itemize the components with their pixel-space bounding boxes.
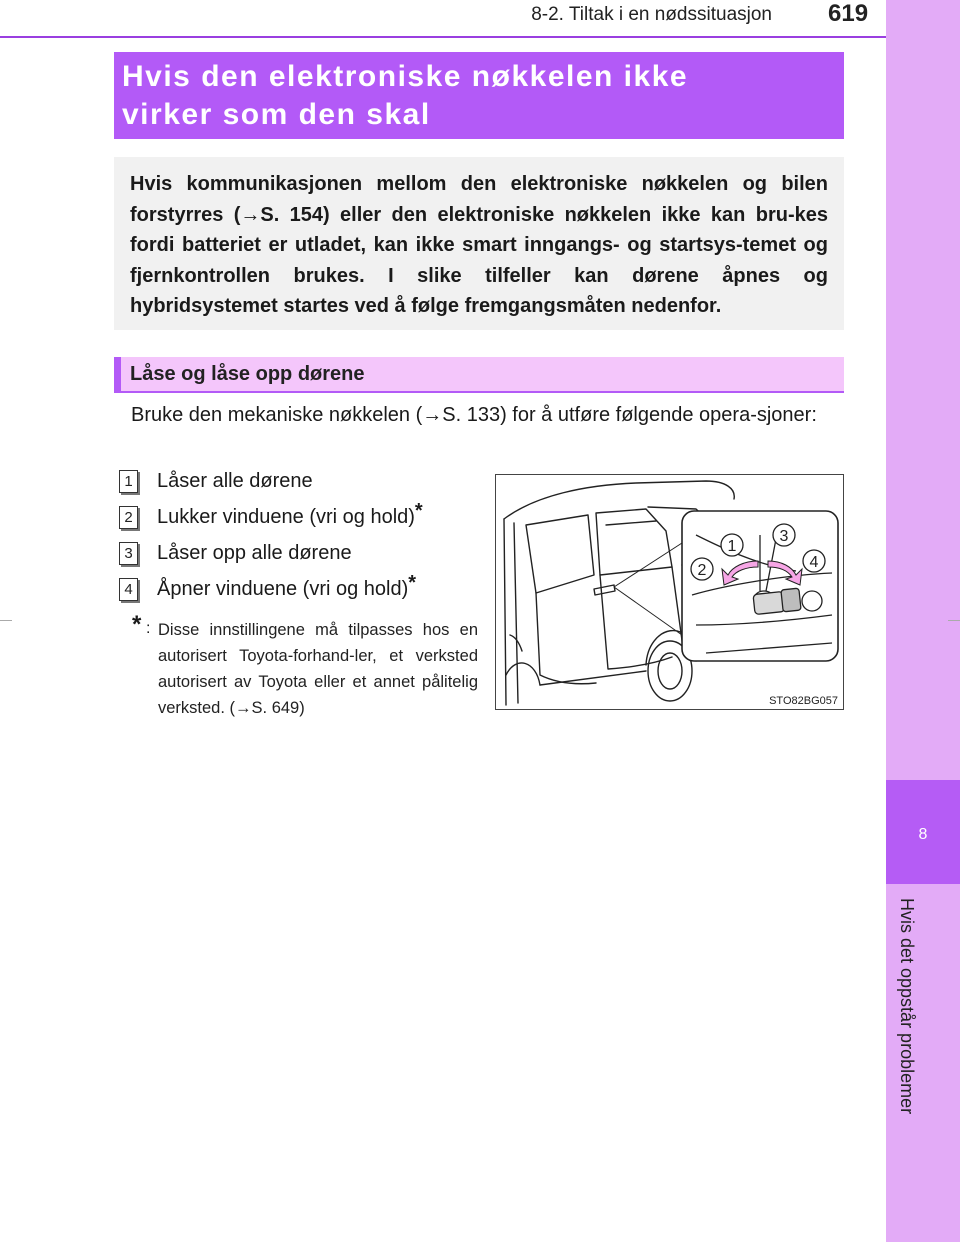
running-header: 8-2. Tiltak i en nødssituasjon [531,4,772,25]
callout-1-label: 1 [727,538,737,555]
body-paragraph: Bruke den mekaniske nøkkelen (→S. 133) for å utføre følgende opera-sjoner: [131,404,817,426]
callout-2-label: 2 [697,562,707,579]
step-1-number: 1 [119,470,138,493]
chapter-number: 8 [918,826,928,843]
step-3-number: 3 [119,542,138,565]
step-4-number: 4 [119,578,138,601]
crop-mark-left [0,620,12,621]
step-2-text: Lukker vinduene (vri og hold)* [157,500,423,528]
step-1-text: Låser alle dørene [157,470,313,492]
section-title-box [114,52,844,139]
footnote-text: Disse innstillingene må tilpasses hos en autorisert Toyota-forhand-ler, et verksted autorisert av Toyota eller et annet pålitelig verksted. (→S. 649) [158,621,478,717]
section-title-line-1: Hvis den elektroniske nøkkelen ikke [122,60,689,93]
subsection-heading [114,357,844,393]
callout-4-label: 4 [809,554,819,571]
intro-text: Hvis kommunikasjonen mellom den elektroniske nøkkelen og bilen forstyrres (→S. 154) eller den elektroniske nøkkelen ikke kan bru-kes fordi batteriet er utladet, kan ikke smart inngangs- og startsys-temet og fjernkontrollen brukes. I slike tilfeller kan dørene åpnes og hybridsystemet startes ved å følge fremgangsmåten nedenfor. [130,173,828,317]
subsection-accent-bar [114,357,121,391]
step-4-text: Åpner vinduene (vri og hold)* [157,572,417,600]
figure-code: STO82BG057 [769,695,838,707]
intro-box [114,157,844,330]
step-3-text: Låser opp alle dørene [157,542,352,564]
chapter-title: Hvis det oppstår problemer [897,898,917,1115]
page-number: 619 [828,0,869,27]
car-door-key-illustration [495,474,844,710]
callout-3-label: 3 [779,528,789,545]
subsection-title: Låse og låse opp dørene [130,363,365,385]
step-2-number: 2 [119,506,138,529]
footnote-colon: : [146,620,151,637]
header-rule [0,36,886,38]
footnote-asterisk: * [132,611,142,638]
car-illustration-svg [496,475,842,708]
crop-mark-right [948,620,960,621]
section-title-line-2: virker som den skal [122,98,431,131]
